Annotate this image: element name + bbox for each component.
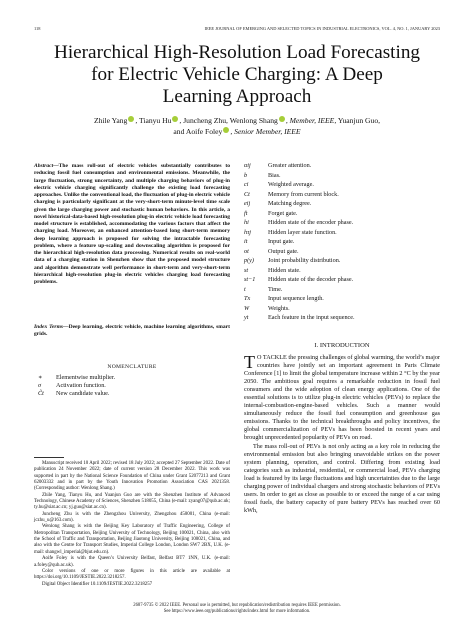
nomenclature-symbol: αij	[244, 162, 251, 169]
nomenclature-definition: Weighted average.	[268, 181, 314, 188]
intro-paragraph: The mass roll-out of PEVs is not only acting as a key role in reducing the environmental emission but also bringing unavoidable strikes on the power system planning, operation, and control. Differing from existing load categories such as industrial, residential, or commercial load, PEVs charging load is featured by its large fluctuations and high uncertainties due to the large charging power of individual chargers and strong stochastic behaviors of PEVs users. In order to get as close as possible to or exceed the range of a car using fossil fuels, the battery capacity of pure battery PEVs has reached over 60 kWh,	[244, 442, 440, 514]
nomenclature-definition: New candidate value.	[56, 390, 110, 397]
section-heading: I. INTRODUCTION	[314, 342, 370, 349]
introduction-body	[244, 354, 440, 515]
nomenclature-symbol: st−1	[244, 276, 256, 283]
note-paragraph: Manuscript received 10 April 2022; revised 18 July 2022; accepted 27 September 2022. Date of publication 24 November 2022; date of current version 28 December 2022. This work was supported in part by the National Science Foundation of China under Grant 52077213 and Grant 62003332 and in part by the Youth Innovation Promotion Association CAS 2021358. (Corresponding author: Wenlong Shang.)	[34, 461, 230, 492]
nomenclature-symbol: σ	[38, 382, 42, 389]
author-role: Senior Member, IEEE	[234, 126, 301, 136]
nomenclature-definition: Time.	[268, 285, 283, 293]
nomenclature-definition: Input sequence length.	[268, 295, 324, 302]
orcid-icon[interactable]	[279, 116, 285, 122]
nomenclature-definition: Matching degree.	[268, 200, 312, 207]
title-line: Learning Approach	[162, 86, 312, 107]
nomenclature-definition: Elementwise multiplier.	[56, 374, 116, 381]
author-name: , Yuanjun Guo,	[334, 116, 381, 125]
nomenclature-definition: Joint probability distribution.	[268, 257, 341, 264]
author-name: and Aoife Foley	[173, 126, 223, 136]
nomenclature-definition: Each feature in the input sequence.	[268, 314, 355, 321]
nomenclature-symbol: ft	[244, 209, 248, 217]
journal-name: IEEE JOURNAL OF EMERGING AND SELECTED TOPICS IN INDUSTRIAL ELECTRONICS, VOL. 4, NO. 1, JANUARY 2023	[204, 26, 440, 31]
index-terms	[34, 324, 230, 339]
nomenclature-symbol: it	[244, 238, 248, 245]
note-paragraph: Color versions of one or more figures in this article are available at https://doi.org/10.1109/JESTIE.2022.3218257.	[34, 568, 230, 581]
copyright-footer	[34, 603, 440, 615]
title-line: for Electric Vehicle Charging: A Deep	[91, 64, 383, 85]
nomenclature-definition: Memory from current block.	[268, 190, 339, 198]
author-name: Zhile Yang	[93, 116, 128, 125]
nomenclature-heading: NOMENCLATURE	[107, 364, 157, 370]
nomenclature-definition: Greater attention.	[268, 162, 312, 169]
nomenclature-symbol: eij	[244, 200, 251, 207]
nomenclature-symbol: C̃t	[38, 390, 44, 397]
abstract-text: —The mass roll-out of electric vehicles substantially contributes to reducing fossil fuel consumption and environmental emissions. Meanwhile, the large fluctuation, strong uncertainty, and multiple charging behaviors of plug-in electric vehicle charging significantly challenge the existing load forecasting approaches. Unlike the conventional load, the fluctuation of plug-in electric vehicle charging is particularly significant at the very-short-term minute-level time scale given the large charging power and stochastic human behaviors. In this article, a novel historical-data-based high-resolution plug-in electric vehicle load forecasting model structure is established, accommodating the various factors that affect the charging load. Moreover, an enhanced attention-based long short-term memory deep learning approach is proposed for solving the intractable forecasting problem, where a feature up-scaling and downscaling algorithm is proposed for the hierarchical high-resolution data processing. Numerical results on real-world data of a charging station in Shenzhen show that the proposed model structure and algorithm demonstrate well performance in short-term and very-short-term hierarchical high-resolution plug-in electric vehicles charging load forecasting problems.	[34, 163, 230, 285]
nomenclature-symbol: t	[244, 285, 246, 293]
nomenclature-definition: Hidden state of the encoder phase.	[268, 219, 354, 226]
note-paragraph: Juncheng Zhu is with the Zhengzhou University, Zhengzhou 450001, China (e-mail: jczhu_u@163.com).	[34, 511, 230, 524]
paper-title	[40, 42, 434, 108]
index-terms-label: Index Terms	[34, 324, 64, 330]
page-number: 118	[34, 26, 41, 31]
author-name: , Juncheng Zhu, Wenlong Shang	[179, 116, 278, 125]
rights-link[interactable]: See https://www.ieee.org/publications/rights/index.html for more information.	[163, 609, 311, 615]
author-name: , Tianyu Hu	[135, 116, 172, 125]
orcid-icon[interactable]	[223, 127, 229, 133]
author-notes	[34, 461, 230, 588]
copyright-line: 2687-9735 © 2022 IEEE. Personal use is permitted, but republication/redistribution requires IEEE permission.	[133, 603, 341, 608]
nomenclature-symbol: st	[244, 266, 249, 274]
nomenclature-symbol: ∗	[38, 374, 43, 381]
nomenclature-symbol: b	[244, 171, 248, 179]
index-terms-text: —Deep learning, electric vehicle, machine learning algorithms, smart grids.	[34, 324, 230, 338]
nomenclature-definition: Bias.	[268, 171, 281, 179]
nomenclature-right	[244, 162, 440, 328]
footnote-rule	[34, 457, 64, 458]
orcid-icon[interactable]	[172, 116, 178, 122]
intro-paragraph: T O TACKLE the pressing challenges of global warming, the world’s major countries have jointly set an important agreement in Paris Climate Conference [1] to limit the global temperature increase within 2 °C by the year 2050. The ambitious goal requires a remarkable reduction in fossil fuel consumers and the wide adoption of clean energy applications. One of the essential solutions is to utilize plug-in electric vehicles (PEVs) to replace the internal-combustion-engine-based vehicles. Such a manner would simultaneously reduce the fossil fuel consumption and greenhouse gas emissions. Thanks to the technical breakthroughs and policy incentives, the global commercialization of PEVs has been boosted in recent years and brought unprecedented popularity of PEVs on road.	[244, 352, 440, 442]
nomenclature-definition: Hidden state.	[268, 266, 301, 274]
nomenclature-left	[34, 374, 230, 404]
abstract	[34, 163, 230, 286]
note-paragraph: Digital Object Identifier 10.1109/JESTIE.2022.3218257	[42, 581, 153, 587]
nomenclature-symbol: p(y)	[244, 257, 254, 264]
nomenclature-definition: Activation function.	[56, 382, 106, 389]
note-paragraph: Zhile Yang, Tianyu Hu, and Yuanjun Guo are with the Shenzhen Institute of Advanced Technology, Chinese Academy of Sciences, Shenzhen 518055, China (e-mail: zyang07@qub.ac.uk; ty.hu@siat.ac.cn; yj.guo@siat.ac.cn).	[34, 492, 230, 511]
nomenclature-symbol: hi	[244, 219, 249, 226]
nomenclature-definition: Hidden layer state function.	[268, 228, 337, 236]
orcid-icon[interactable]	[128, 116, 134, 122]
author-list: Zhile Yang , Tianyu Hu , Juncheng Zhu, Wenlong Shang , Member, IEEE, Yuanjun Guo, and Aoife Foley , Senior Member, IEEE	[93, 116, 381, 136]
note-paragraph: Aoife Foley is with the Queen’s University Belfast, Belfast BT7 1NN, U.K. (e-mail: a.foley@qub.ac.uk).	[34, 556, 230, 568]
drop-cap: T	[244, 352, 255, 372]
nomenclature-definition: Input gate.	[268, 238, 295, 245]
nomenclature-definition: Weights.	[268, 304, 290, 312]
nomenclature-symbol: ci	[244, 181, 249, 188]
nomenclature-symbol: Tx	[244, 295, 251, 302]
nomenclature-symbol: hτj	[244, 228, 252, 236]
nomenclature-symbol: Ct	[244, 190, 250, 198]
abstract-label: Abstract	[34, 163, 54, 169]
author-role: Member, IEEE	[289, 116, 335, 125]
nomenclature-definition: Hidden state of the decoder phase.	[268, 276, 354, 283]
note-paragraph: Wenlong Shang is with the Beijing Key Laboratory of Traffic Engineering, College of Metropolitan Transportation, Beijing University of Technology, Beijing 100021, China, also with the School of Traffic and Transportation, Beijing Jiaotong University, Beijing 100021, China, and also with the Centre for Transport Studies, Imperial College London, London SW7 2BX, U.K. (e-mail: shangwl_imperial@bjut.edu.cn).	[34, 524, 230, 555]
nomenclature-definition: Forget gate.	[268, 209, 298, 217]
title-line: Hierarchical High-Resolution Load Forecasting	[53, 42, 421, 63]
nomenclature-definition: Output gate.	[268, 247, 299, 255]
nomenclature-symbol: yt	[244, 314, 249, 321]
nomenclature-symbol: ot	[244, 247, 249, 255]
nomenclature-symbol: W	[244, 304, 250, 312]
